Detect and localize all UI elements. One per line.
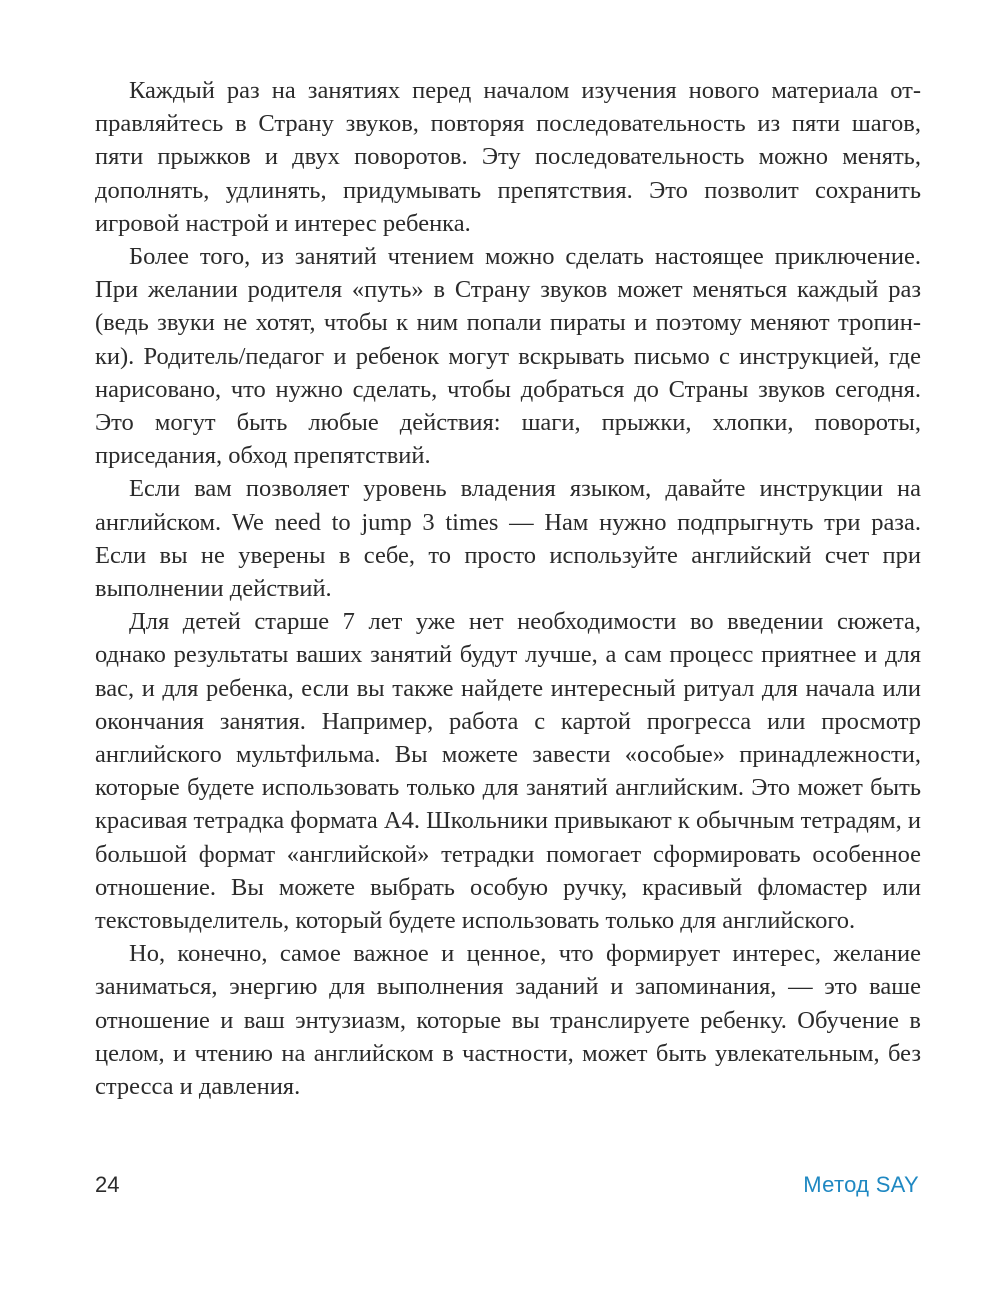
book-title-footer: Метод SAY <box>803 1172 919 1197</box>
paragraph-4: Для детей старше 7 лет уже нет необходимости во введении сюжета, однако результаты ваших занятий будут лучше, а сам процесс приятнее и для вас, и для ребенка, если вы также найдете интересный ритуал для начала или окончания занятия. Например, работа с картой прогресса или просмотр английского мультфильма. Вы можете завести «особые» принадлежности, которые будете использовать только для занятий английским. Это может быть красивая тетрадка формата А4. Школьники привыкают к обычным тетрадям, и большой формат «английской» тетрадки помогает сформировать особенное отношение. Вы можете выбрать особую ручку, красивый фломастер или текстовыделитель, который будете использовать только для английского. <box>95 608 921 935</box>
paragraph-3: Если вам позволяет уровень владения языком, давайте инструкции на английском. We need to jump 3 times — Нам нужно подпрыгнуть три раза. Если вы не уверены в себе, то просто используйте английский счет при выполнении действий. <box>95 475 921 603</box>
page-number: 24 <box>95 1172 120 1197</box>
body-text <box>95 74 921 1103</box>
paragraph-5: Но, конечно, самое важное и ценное, что формирует интерес, желание заниматься, энергию для выполнения заданий и запоминания, — это ваше отношение и ваш энтузиазм, которые вы транслируете ребенку. Обучение в целом, и чтению на английском в частности, может быть увлекательным, без стресса и давления. <box>95 940 921 1101</box>
paragraph-2: Более того, из занятий чтением можно сделать настоящее приключение. При желании родителя «путь» в Страну звуков может меняться каждый раз (ведь звуки не хотят, чтобы к ним попали пираты и поэтому меняют тропинки). Родитель/педагог и ребенок могут вскрывать письмо с инструкцией, где нарисовано, что нужно сделать, чтобы добраться до Страны звуков сегодня. Это могут быть любые действия: шаги, прыжки, хлопки, повороты, приседания, обход препятствий. <box>95 243 921 470</box>
paragraph-1: Каждый раз на занятиях перед началом изучения нового материала отправляйтесь в Страну звуков, повторяя последовательность из пяти шагов, пяти прыжков и двух поворотов. Эту последовательность можно менять, дополнять, удлинять, придумывать препятствия. Это позволит сохранить игровой настрой и интерес ребенка. <box>95 77 921 237</box>
